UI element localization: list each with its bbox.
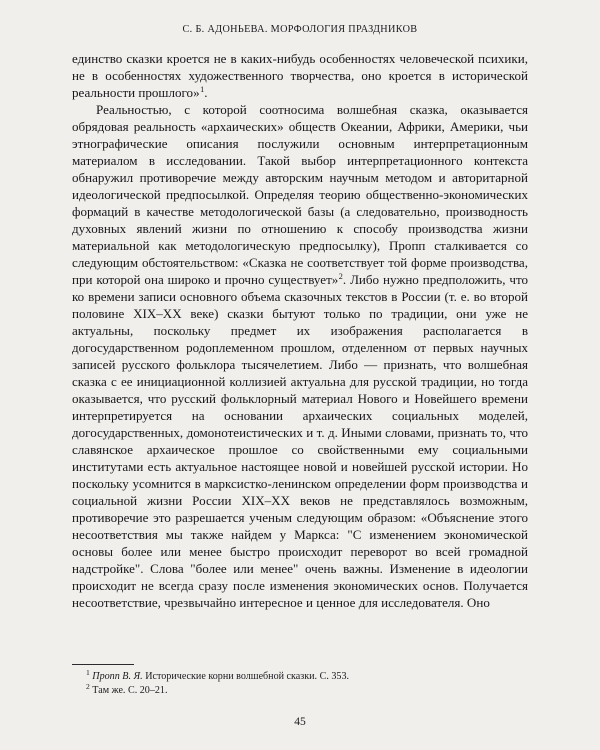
footnote-item [72, 667, 528, 684]
footnote-author: Пропп В. Я. [92, 671, 143, 682]
paragraph-continued [72, 50, 528, 101]
footnote-reference-2[interactable]: 2 [338, 271, 343, 281]
footnote-text: Там же. С. 20–21. [92, 685, 168, 697]
footnote-number: 2 [86, 681, 90, 691]
paragraph-body [72, 101, 528, 611]
page-number: 45 [294, 715, 306, 728]
paragraph-text: единство сказки кроется не в каких-нибудь особенностях человеческой психики, не в особенностях художественного творчества, оно кроется в исторической реальности прошлого» [72, 51, 528, 100]
footnote-separator-rule [72, 664, 134, 665]
running-head: С. Б. АДОНЬЕВА. МОРФОЛОГИЯ ПРАЗДНИКОВ [182, 24, 418, 35]
body-text-block [72, 50, 528, 611]
footnote-item [72, 681, 528, 698]
footnote-text: Исторические корни волшебной сказки. С. 353. [142, 671, 350, 682]
footnote-list [72, 667, 528, 698]
paragraph-text-part-two: . Либо нужно предположить, что ко времени записи основного объема сказочных текстов в России (т. е. во второй половине XIX–XX веке) сказки бытуют только по традиции, они уже не актуальны, поскольку предмет их изображения располагается в догосударственном родоплеменном прошлом, отделенном от первых научных записей русского фольклора тысячелетием. Либо — признать, что волшебная сказка с ее инициационной коллизией актуальна для русской традиции, но тогда оказывается, что русский фольклорный материал Нового и Новейшего времени интерпретируется на основании архаических социальных моделей, догосударственных, домонотеистических и т. д. Иными словами, признать то, что славянское архаическое прошлое со свойственными ему социальными институтами есть актуальное настоящее новой и новейшей русской истории. Но поскольку усомнится в марксистко-ленинском определении форм производства и социальной жизни России XIX–XX веков не представлялось возможным, противоречие это разрешается ученым следующим образом: «Объяснение этого несоответствия мы также найдем у Маркса: "С изменением экономической основы более или менее быстро происходит переворот во всей громадной надстройке". Слова "более или менее" очень важны. Изменение в идеологии происходит не всегда сразу после изменения экономических основ. Получается несоответствие, чрезвычайно интересное и ценное для исследователя. Оно [72, 272, 528, 610]
footnote-number: 1 [86, 667, 90, 677]
paragraph-tail: . [204, 85, 208, 100]
paragraph-text-part-one: Реальностью, с которой соотносима волшебная сказка, оказывается обрядовая реальность «архаических» обществ Океании, Африки, Америки, чьи этнографические описания послужили основным интерпретационным материалом в исследовании. Такой выбор интерпретационного контекста обнаружил противоречие между авторским научным методом и авторитарной идеологической предпосылкой. Определяя теорию общественно-экономических формаций в качестве методологической базы (а следовательно, производность духовных явлений жизни по отношению к способу производства жизни материальной как методологическую предпосылку), Пропп сталкивается со следующим обстоятельством: «Сказка не соответствует той форме производства, при которой она широко и прочно существует» [72, 102, 528, 287]
footnotes-section [72, 664, 528, 698]
footnote-reference-1[interactable]: 1 [200, 84, 205, 94]
